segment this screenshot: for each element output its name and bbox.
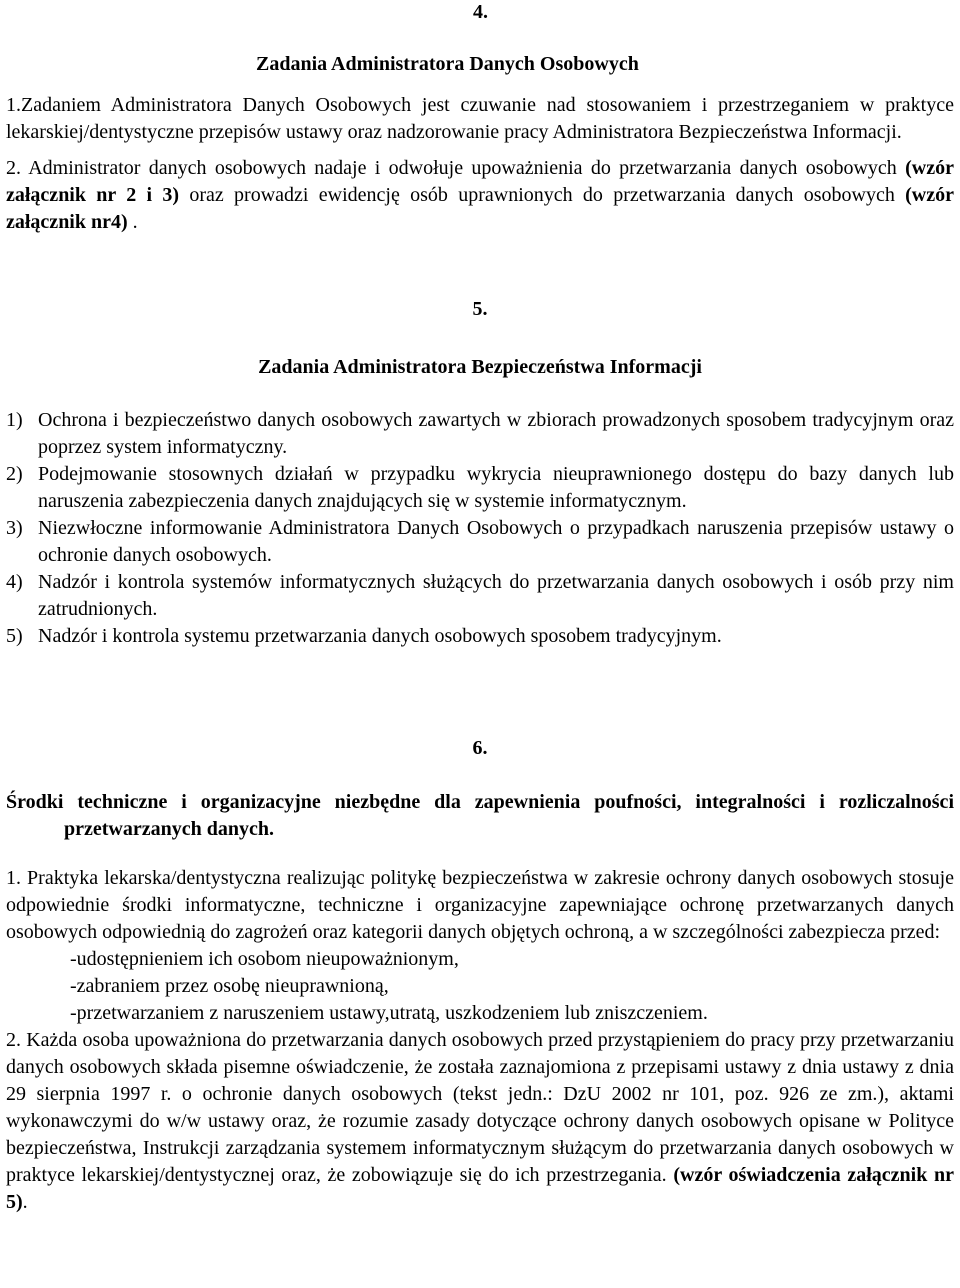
- list-item-text: Niezwłoczne informowanie Administratora Danych Osobowych o przypadkach naruszenia przepisów ustawy o ochronie danych osobowych.: [38, 517, 954, 566]
- section-4-p2-ref-a: (wzór załącznik nr 2 i 3): [6, 157, 954, 206]
- section-4-title: Zadania Administratora Danych Osobowych: [256, 53, 639, 75]
- section-4-p2-text-b: oraz prowadzi ewidencję osób uprawnionych do przetwarzania danych osobowych: [179, 184, 906, 206]
- section-5-list: [6, 407, 954, 650]
- list-item-number: 5): [6, 625, 23, 647]
- section-6: [6, 735, 954, 1216]
- section-6-p2-end: .: [22, 1191, 28, 1213]
- section-6-p2-ref: (wzór oświadczenia załącznik nr 5): [6, 1164, 955, 1213]
- section-6-bullet: -zabraniem przez osobę nieuprawnioną,: [70, 975, 389, 997]
- section-6-number: 6.: [472, 737, 488, 759]
- section-4-p2-text-c: .: [127, 211, 138, 233]
- list-item-text: Nadzór i kontrola systemów informatycznych służących do przetwarzania danych osobowych i osób przy nim zatrudnionych.: [38, 571, 954, 620]
- section-4-paragraph-1: 1.Zadaniem Administratora Danych Osobowych jest czuwanie nad stosowaniem i przestrzeganiem w praktyce lekarskiej/dentystyczne przepisów ustawy oraz nadzorowanie pracy Administratora Bezpieczeństwa Informacji.: [6, 94, 954, 143]
- list-item: [6, 407, 954, 461]
- section-6-paragraph-1: 1. Praktyka lekarska/dentystyczna realizując politykę bezpieczeństwa w zakresie ochrony danych osobowych stosuje odpowiednie środki informatyczne, techniczne i organizacyjne zapewniające ochronę przetwarzanych danych osobowych odpowiednią do zagrożeń oraz kategorii danych objętych ochroną, a w szczególności zabezpiecza przed:: [6, 867, 954, 943]
- list-item: [6, 461, 954, 515]
- list-item: [6, 515, 954, 569]
- section-4: [6, 0, 954, 236]
- list-item-number: 1): [6, 409, 23, 431]
- section-5: [6, 296, 954, 650]
- section-6-bullet: -udostępnieniem ich osobom nieupoważnionym,: [70, 948, 459, 970]
- section-6-paragraph-2: [6, 1027, 954, 1216]
- section-5-number: 5.: [472, 298, 488, 320]
- section-4-paragraph-2: [6, 155, 954, 236]
- list-item-text: Podejmowanie stosownych działań w przypadku wykrycia nieuprawnionego dostępu do bazy danych lub naruszenia zabezpieczenia danych znajdujących się w systemie informatycznym.: [38, 463, 954, 512]
- section-6-p2-text: 2. Każda osoba upoważniona do przetwarzania danych osobowych przed przystąpieniem do pracy przy przetwarzaniu danych osobowych składa pisemne oświadczenie, że została zaznajomiona z przepisami ustawy z dnia ustawy z dnia 29 sierpnia 1997 r. o ochronie danych osobowych (tekst jedn.: DzU 2002 nr 101, poz. 926 ze zm.), aktami wykonawczymi do w/w ustawy oraz, że rozumie zasady dotyczące ochrony danych osobowych opisane w Polityce bezpieczeństwa, Instrukcji zarządzania systemem informatycznym służącym do przetwarzania danych osobowych w praktyce lekarskiej/dentystycznej oraz, że zobowiązuje się do ich przestrzegania.: [6, 1029, 954, 1186]
- list-item-number: 4): [6, 571, 23, 593]
- section-5-title: Zadania Administratora Bezpieczeństwa Informacji: [258, 356, 702, 378]
- section-4-p2-ref-b: (wzór załącznik nr4): [6, 184, 954, 233]
- section-4-p2-text-a: 2. Administrator danych osobowych nadaje i odwołuje upoważnienia do przetwarzania danych osobowych: [6, 157, 906, 179]
- section-6-bullet: -przetwarzaniem z naruszeniem ustawy,utratą, uszkodzeniem lub zniszczeniem.: [70, 1002, 708, 1024]
- list-item-text: Nadzór i kontrola systemu przetwarzania danych osobowych sposobem tradycyjnym.: [38, 625, 722, 647]
- list-item: [6, 569, 954, 623]
- section-4-number: 4.: [473, 1, 488, 23]
- list-item: [6, 623, 954, 650]
- list-item-number: 3): [6, 517, 23, 539]
- list-item-number: 2): [6, 463, 23, 485]
- section-6-title: Środki techniczne i organizacyjne niezbędne dla zapewnienia poufności, integralności i rozliczalności przetwarzanych danych.: [6, 791, 954, 840]
- list-item-text: Ochrona i bezpieczeństwo danych osobowych zawartych w zbiorach prowadzonych sposobem tradycyjnym oraz poprzez system informatyczny.: [38, 409, 954, 458]
